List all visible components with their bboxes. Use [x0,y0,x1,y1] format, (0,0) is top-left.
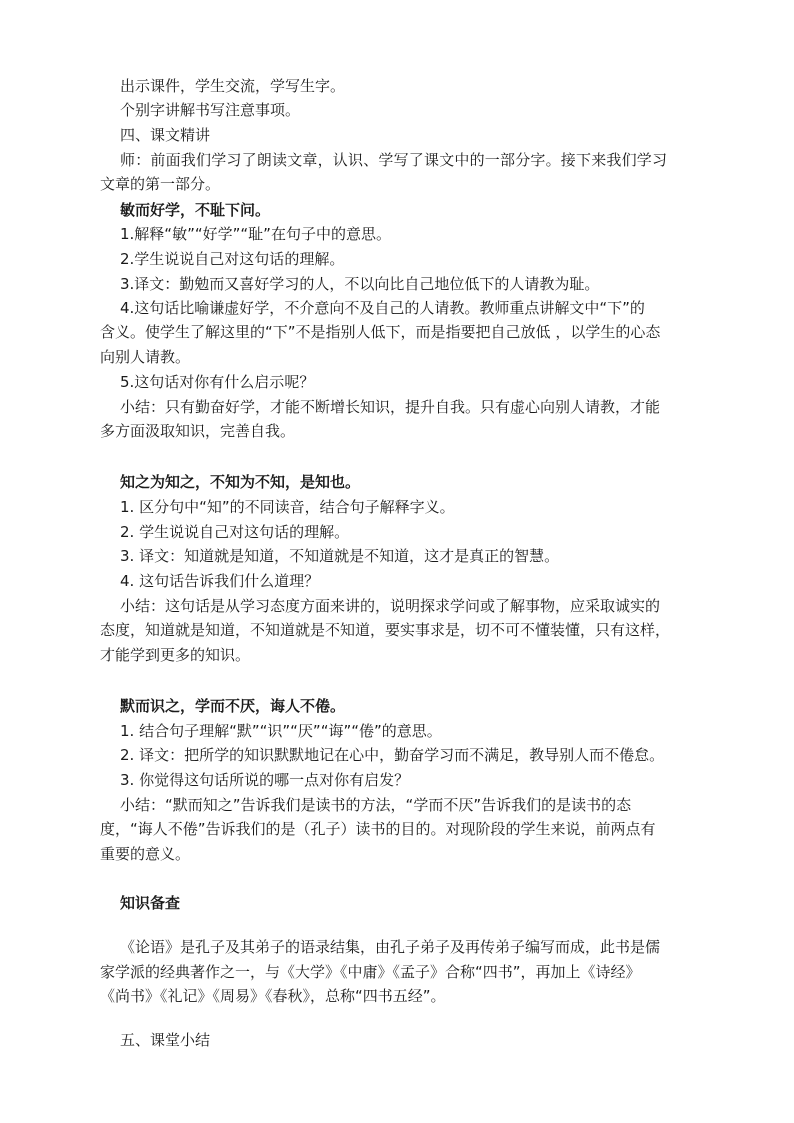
text-line: 文章的第一部分。 [100,175,221,193]
text-line: 重要的意义。 [100,845,191,863]
list-item: 3. 译文：知道就是知道，不知道就是不知道，这才是真正的智慧。 [120,547,560,565]
text-line: 小结：这句话是从学习态度方面来讲的，说明探求学问或了解事物，应采取诚实的 [120,597,661,615]
section-heading: 五、课堂小结 [120,1031,211,1049]
list-item: 3.译文：勤勉而又喜好学习的人，不以向比自己地位低下的人请教为耻。 [120,275,600,293]
quote-heading: 知之为知之，不知为不知，是知也。 [120,473,361,491]
list-item: 2. 译文：把所学的知识默默地记在心中，勤奋学习而不满足，教导别人而不倦怠。 [120,746,665,764]
quote-heading: 默而识之，学而不厌，诲人不倦。 [120,697,346,715]
list-item: 1. 结合句子理解“默”“识”“厌”“诲”“倦”的意思。 [120,722,442,740]
list-item: 1.解释“敏”“好学”“耻”在句子中的意思。 [120,225,391,243]
text-line: 《论语》是孔子及其弟子的语录结集，由孔子弟子及再传弟子编写而成，此书是儒 [120,938,661,956]
text-line: 家学派的经典著作之一，与《大学》《中庸》《孟子》合称“四书”，再加上《诗经》 [100,963,641,981]
list-item: 1. 区分句中“知”的不同读音，结合句子解释字义。 [120,498,455,516]
text-line: 小结：只有勤奋好学，才能不断增长知识，提升自我。只有虚心向别人请教，才能 [120,398,661,416]
text-line: 才能学到更多的知识。 [100,646,251,664]
list-item: 2. 学生说说自己对这句话的理解。 [120,523,350,541]
list-item: 4.这句话比喻谦虚好学，不介意向不及自己的人请教。教师重点讲解文中“下”的 [120,299,645,317]
list-item: 4. 这句话告诉我们什么道理？ [120,572,320,590]
list-item: 5.这句话对你有什么启示呢？ [120,373,315,391]
quote-heading: 敏而好学，不耻下问。 [120,201,271,219]
text-line: 出示课件，学生交流，学写生字。 [120,77,346,95]
section-heading: 四、课文精讲 [120,126,211,144]
text-line: 师：前面我们学习了朗读文章，认识、学写了课文中的一部分字。接下来我们学习 [120,151,668,169]
text-line: 多方面汲取知识，完善自我。 [100,422,296,440]
text-line: 态度，知道就是知道，不知道就是不知道，要实事求是，切不可不懂装懂，只有这样， [100,621,671,639]
text-line: 度，“诲人不倦”告诉我们的是（孔子）读书的目的。对现阶段的学生来说，前两点有 [100,820,656,838]
text-line: 个别字讲解书写注意事项。 [120,101,301,119]
section-heading: 知识备查 [120,894,181,912]
text-line: 向别人请教。 [100,348,191,366]
text-line: 含义。使学生了解这里的“下”不是指别人低下，而是指要把自己放低 ，以学生的心态 [100,323,661,341]
list-item: 2.学生说说自己对这句话的理解。 [120,250,345,268]
text-line: 《尚书》《礼记》《周易》《春秋》，总称“四书五经”。 [100,987,446,1005]
list-item: 3. 你觉得这句话所说的哪一点对你有启发？ [120,771,410,789]
text-line: 小结：“默而知之”告诉我们是读书的方法，“学而不厌”告诉我们的是读书的态 [120,796,632,814]
